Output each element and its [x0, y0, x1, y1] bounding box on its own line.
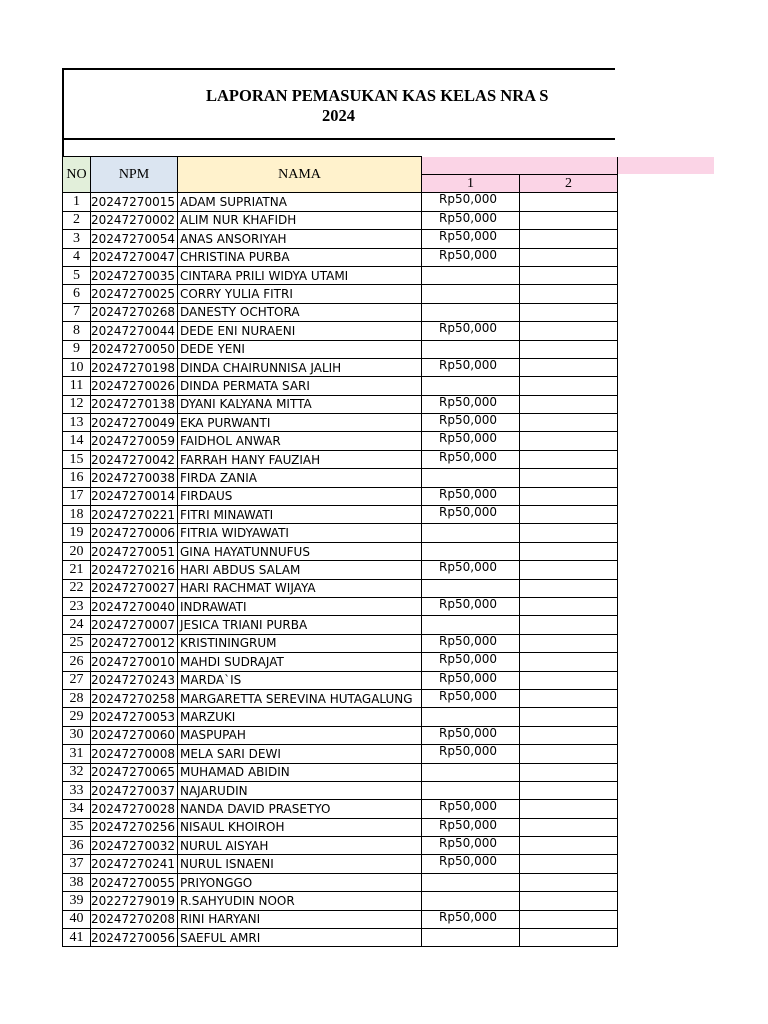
row-number-cell[interactable]: 29	[63, 708, 91, 726]
npm-cell[interactable]: 20247270037	[91, 781, 178, 799]
payment-2-cell[interactable]	[519, 469, 617, 487]
payment-1-cell[interactable]: Rp50,000	[421, 561, 519, 579]
payment-1-cell[interactable]: Rp50,000	[421, 193, 519, 211]
row-number-cell[interactable]: 9	[63, 340, 91, 358]
npm-cell[interactable]: 20247270007	[91, 616, 178, 634]
name-cell[interactable]: MARDA`IS	[177, 671, 421, 689]
name-cell[interactable]: PRIYONGGO	[177, 873, 421, 891]
payment-2-cell[interactable]	[519, 910, 617, 928]
npm-cell[interactable]: 20247270035	[91, 266, 178, 284]
npm-cell[interactable]: 20247270055	[91, 873, 178, 891]
payment-1-cell[interactable]: Rp50,000	[421, 506, 519, 524]
name-cell[interactable]: CINTARA PRILI WIDYA UTAMI	[177, 266, 421, 284]
row-number-cell[interactable]: 18	[63, 506, 91, 524]
name-cell[interactable]: FITRIA WIDYAWATI	[177, 524, 421, 542]
payment-2-cell[interactable]	[519, 395, 617, 413]
name-cell[interactable]: DINDA PERMATA SARI	[177, 377, 421, 395]
row-number-cell[interactable]: 30	[63, 726, 91, 744]
payment-2-cell[interactable]	[519, 708, 617, 726]
payment-1-cell[interactable]	[421, 929, 519, 947]
npm-cell[interactable]: 20247270012	[91, 634, 178, 652]
payment-2-cell[interactable]	[519, 193, 617, 211]
npm-cell[interactable]: 20247270241	[91, 855, 178, 873]
payment-2-cell[interactable]	[519, 377, 617, 395]
name-cell[interactable]: NISAUL KHOIROH	[177, 818, 421, 836]
table-row	[63, 414, 618, 432]
table-row	[63, 837, 618, 855]
payment-2-cell[interactable]	[519, 432, 617, 450]
table-row	[63, 634, 618, 652]
header-npm[interactable]: NPM	[91, 157, 178, 193]
table-row	[63, 653, 618, 671]
npm-cell[interactable]: 20247270038	[91, 469, 178, 487]
table-row	[63, 929, 618, 947]
sheet-top-border	[62, 68, 615, 70]
payment-2-cell[interactable]	[519, 726, 617, 744]
row-number-cell[interactable]: 28	[63, 689, 91, 707]
table-row	[63, 303, 618, 321]
payment-1-cell[interactable]: Rp50,000	[421, 432, 519, 450]
payment-1-cell[interactable]: Rp50,000	[421, 910, 519, 928]
table-row	[63, 285, 618, 303]
table-row	[63, 671, 618, 689]
header-payment-1[interactable]: 1	[421, 175, 519, 193]
payment-2-cell[interactable]	[519, 616, 617, 634]
payment-2-cell[interactable]	[519, 285, 617, 303]
payment-1-cell[interactable]: Rp50,000	[421, 211, 519, 229]
npm-cell[interactable]: 20247270060	[91, 726, 178, 744]
header-no[interactable]: NO	[63, 157, 91, 193]
payment-1-cell[interactable]: Rp50,000	[421, 634, 519, 652]
name-cell[interactable]: MELA SARI DEWI	[177, 745, 421, 763]
npm-cell[interactable]: 20247270138	[91, 395, 178, 413]
table-row	[63, 322, 618, 340]
table-row	[63, 745, 618, 763]
payment-2-cell[interactable]	[519, 266, 617, 284]
payment-2-cell[interactable]	[519, 818, 617, 836]
table-row	[63, 193, 618, 211]
npm-cell[interactable]: 20247270008	[91, 745, 178, 763]
name-cell[interactable]: KRISTININGRUM	[177, 634, 421, 652]
row-number-cell[interactable]: 4	[63, 248, 91, 266]
npm-cell[interactable]: 20247270042	[91, 450, 178, 468]
payment-1-cell[interactable]: Rp50,000	[421, 248, 519, 266]
npm-cell[interactable]: 20247270056	[91, 929, 178, 947]
payment-1-cell[interactable]	[421, 266, 519, 284]
payment-2-cell[interactable]	[519, 873, 617, 891]
row-number-cell[interactable]: 10	[63, 358, 91, 376]
table-row	[63, 524, 618, 542]
npm-cell[interactable]: 20247270051	[91, 542, 178, 560]
table-row	[63, 892, 618, 910]
npm-cell[interactable]: 20247270221	[91, 506, 178, 524]
row-number-cell[interactable]: 13	[63, 414, 91, 432]
npm-cell[interactable]: 20247270049	[91, 414, 178, 432]
table-row	[63, 579, 618, 597]
payment-1-cell[interactable]: Rp50,000	[421, 818, 519, 836]
table-row	[63, 561, 618, 579]
row-number-cell[interactable]: 23	[63, 597, 91, 615]
name-cell[interactable]: MUHAMAD ABIDIN	[177, 763, 421, 781]
npm-cell[interactable]: 20247270044	[91, 322, 178, 340]
name-cell[interactable]: HARI RACHMAT WIJAYA	[177, 579, 421, 597]
row-number-cell[interactable]: 19	[63, 524, 91, 542]
payment-1-cell[interactable]: Rp50,000	[421, 358, 519, 376]
table-row	[63, 432, 618, 450]
table-row	[63, 800, 618, 818]
payment-1-cell[interactable]: Rp50,000	[421, 395, 519, 413]
payment-1-cell[interactable]: Rp50,000	[421, 726, 519, 744]
payment-1-cell[interactable]	[421, 303, 519, 321]
payment-2-cell[interactable]	[519, 929, 617, 947]
npm-cell[interactable]: 20247270014	[91, 487, 178, 505]
table-row	[63, 230, 618, 248]
table-row	[63, 873, 618, 891]
payment-1-cell[interactable]	[421, 524, 519, 542]
table-row	[63, 211, 618, 229]
npm-cell[interactable]: 20247270198	[91, 358, 178, 376]
name-cell[interactable]: MAHDI SUDRAJAT	[177, 653, 421, 671]
payment-2-cell[interactable]	[519, 358, 617, 376]
payment-1-cell[interactable]: Rp50,000	[421, 653, 519, 671]
name-cell[interactable]: ANAS ANSORIYAH	[177, 230, 421, 248]
name-cell[interactable]: ALIM NUR KHAFIDH	[177, 211, 421, 229]
name-cell[interactable]: EKA PURWANTI	[177, 414, 421, 432]
payment-2-cell[interactable]	[519, 837, 617, 855]
payment-2-cell[interactable]	[519, 689, 617, 707]
table-row	[63, 616, 618, 634]
npm-cell[interactable]: 20247270053	[91, 708, 178, 726]
payment-2-cell[interactable]	[519, 248, 617, 266]
table-row	[63, 487, 618, 505]
payment-1-cell[interactable]	[421, 377, 519, 395]
row-number-cell[interactable]: 24	[63, 616, 91, 634]
header-nama[interactable]: NAMA	[177, 157, 421, 193]
table-row	[63, 763, 618, 781]
payment-1-cell[interactable]: Rp50,000	[421, 689, 519, 707]
name-cell[interactable]: NAJARUDIN	[177, 781, 421, 799]
payment-1-cell[interactable]: Rp50,000	[421, 450, 519, 468]
npm-cell[interactable]: 20247270216	[91, 561, 178, 579]
payment-2-cell[interactable]	[519, 745, 617, 763]
table-row	[63, 597, 618, 615]
row-number-cell[interactable]: 7	[63, 303, 91, 321]
name-cell[interactable]: NANDA DAVID PRASETYO	[177, 800, 421, 818]
name-cell[interactable]: CHRISTINA PURBA	[177, 248, 421, 266]
npm-cell[interactable]: 20247270208	[91, 910, 178, 928]
table-row	[63, 708, 618, 726]
row-number-cell[interactable]: 17	[63, 487, 91, 505]
npm-cell[interactable]: 20247270268	[91, 303, 178, 321]
payment-2-cell[interactable]	[519, 506, 617, 524]
row-number-cell[interactable]: 21	[63, 561, 91, 579]
npm-cell[interactable]: 20247270054	[91, 230, 178, 248]
payment-1-cell[interactable]	[421, 781, 519, 799]
payment-1-cell[interactable]: Rp50,000	[421, 487, 519, 505]
name-cell[interactable]: DEDE ENI NURAENI	[177, 322, 421, 340]
table-row	[63, 726, 618, 744]
payment-1-cell[interactable]: Rp50,000	[421, 414, 519, 432]
row-number-cell[interactable]: 39	[63, 892, 91, 910]
payment-1-cell[interactable]: Rp50,000	[421, 671, 519, 689]
payment-1-cell[interactable]: Rp50,000	[421, 855, 519, 873]
payment-2-cell[interactable]	[519, 800, 617, 818]
row-number-cell[interactable]: 11	[63, 377, 91, 395]
payment-2-cell[interactable]	[519, 230, 617, 248]
table-row	[63, 818, 618, 836]
name-cell[interactable]: FARRAH HANY FAUZIAH	[177, 450, 421, 468]
name-cell[interactable]: FITRI MINAWATI	[177, 506, 421, 524]
row-number-cell[interactable]: 26	[63, 653, 91, 671]
name-cell[interactable]: R.SAHYUDIN NOOR	[177, 892, 421, 910]
table-row	[63, 855, 618, 873]
payment-1-cell[interactable]	[421, 340, 519, 358]
npm-cell[interactable]: 20247270025	[91, 285, 178, 303]
payment-2-cell[interactable]	[519, 542, 617, 560]
name-cell[interactable]: JESICA TRIANI PURBA	[177, 616, 421, 634]
payment-1-cell[interactable]	[421, 763, 519, 781]
npm-cell[interactable]: 20247270032	[91, 837, 178, 855]
row-number-cell[interactable]: 5	[63, 266, 91, 284]
payment-2-cell[interactable]	[519, 322, 617, 340]
npm-cell[interactable]: 20227279019	[91, 892, 178, 910]
row-number-cell[interactable]: 40	[63, 910, 91, 928]
name-cell[interactable]: NURUL ISNAENI	[177, 855, 421, 873]
name-cell[interactable]: RINI HARYANI	[177, 910, 421, 928]
npm-cell[interactable]: 20247270047	[91, 248, 178, 266]
payment-1-cell[interactable]: Rp50,000	[421, 837, 519, 855]
name-cell[interactable]: SAEFUL AMRI	[177, 929, 421, 947]
npm-cell[interactable]: 20247270028	[91, 800, 178, 818]
npm-cell[interactable]: 20247270065	[91, 763, 178, 781]
npm-cell[interactable]: 20247270258	[91, 689, 178, 707]
payment-2-cell[interactable]	[519, 414, 617, 432]
payment-1-cell[interactable]: Rp50,000	[421, 800, 519, 818]
table-row	[63, 469, 618, 487]
name-cell[interactable]: FIRDA ZANIA	[177, 469, 421, 487]
table-row	[63, 358, 618, 376]
payment-2-cell[interactable]	[519, 653, 617, 671]
name-cell[interactable]: CORRY YULIA FITRI	[177, 285, 421, 303]
payment-1-cell[interactable]	[421, 892, 519, 910]
npm-cell[interactable]: 20247270026	[91, 377, 178, 395]
row-number-cell[interactable]: 38	[63, 873, 91, 891]
payment-2-cell[interactable]	[519, 450, 617, 468]
payment-2-cell[interactable]	[519, 781, 617, 799]
table-body	[63, 193, 618, 947]
row-number-cell[interactable]: 35	[63, 818, 91, 836]
payment-2-cell[interactable]	[519, 340, 617, 358]
row-number-cell[interactable]: 6	[63, 285, 91, 303]
row-number-cell[interactable]: 2	[63, 211, 91, 229]
payment-1-cell[interactable]	[421, 542, 519, 560]
report-title: LAPORAN PEMASUKAN KAS KELAS NRA S	[206, 86, 549, 105]
table-row	[63, 266, 618, 284]
row-number-cell[interactable]: 12	[63, 395, 91, 413]
npm-cell[interactable]: 20247270010	[91, 653, 178, 671]
name-cell[interactable]: DEDE YENI	[177, 340, 421, 358]
row-number-cell[interactable]: 33	[63, 781, 91, 799]
name-cell[interactable]: HARI ABDUS SALAM	[177, 561, 421, 579]
name-cell[interactable]: DANESTY OCHTORA	[177, 303, 421, 321]
table-row	[63, 506, 618, 524]
payment-2-cell[interactable]	[519, 487, 617, 505]
row-number-cell[interactable]: 16	[63, 469, 91, 487]
table-row	[63, 542, 618, 560]
name-cell[interactable]: DINDA CHAIRUNNISA JALIH	[177, 358, 421, 376]
table-row	[63, 910, 618, 928]
row-number-cell[interactable]: 1	[63, 193, 91, 211]
payment-2-cell[interactable]	[519, 634, 617, 652]
payment-2-cell[interactable]	[519, 671, 617, 689]
name-cell[interactable]: ADAM SUPRIATNA	[177, 193, 421, 211]
name-cell[interactable]: MARGARETTA SEREVINA HUTAGALUNG	[177, 689, 421, 707]
npm-cell[interactable]: 20247270027	[91, 579, 178, 597]
payment-1-cell[interactable]: Rp50,000	[421, 322, 519, 340]
payment-2-cell[interactable]	[519, 211, 617, 229]
npm-cell[interactable]: 20247270002	[91, 211, 178, 229]
name-cell[interactable]: MARZUKI	[177, 708, 421, 726]
row-number-cell[interactable]: 32	[63, 763, 91, 781]
table-row	[63, 340, 618, 358]
payment-1-cell[interactable]	[421, 469, 519, 487]
payment-1-cell[interactable]	[421, 708, 519, 726]
payment-2-cell[interactable]	[519, 763, 617, 781]
name-cell[interactable]: GINA HAYATUNNUFUS	[177, 542, 421, 560]
payment-1-cell[interactable]	[421, 616, 519, 634]
table-row	[63, 248, 618, 266]
payment-2-cell[interactable]	[519, 524, 617, 542]
payment-2-cell[interactable]	[519, 303, 617, 321]
payment-1-cell[interactable]	[421, 579, 519, 597]
npm-cell[interactable]: 20247270059	[91, 432, 178, 450]
row-number-cell[interactable]: 22	[63, 579, 91, 597]
row-number-cell[interactable]: 36	[63, 837, 91, 855]
row-number-cell[interactable]: 14	[63, 432, 91, 450]
row-number-cell[interactable]: 34	[63, 800, 91, 818]
name-cell[interactable]: INDRAWATI	[177, 597, 421, 615]
payment-1-cell[interactable]	[421, 285, 519, 303]
row-number-cell[interactable]: 20	[63, 542, 91, 560]
name-cell[interactable]: NURUL AISYAH	[177, 837, 421, 855]
payment-1-cell[interactable]: Rp50,000	[421, 745, 519, 763]
table-row	[63, 395, 618, 413]
title-divider	[62, 138, 615, 140]
row-number-cell[interactable]: 15	[63, 450, 91, 468]
payment-2-cell[interactable]	[519, 561, 617, 579]
name-cell[interactable]: FIRDAUS	[177, 487, 421, 505]
payment-2-cell[interactable]	[519, 855, 617, 873]
name-cell[interactable]: MASPUPAH	[177, 726, 421, 744]
npm-cell[interactable]: 20247270006	[91, 524, 178, 542]
report-year: 2024	[322, 106, 355, 125]
row-number-cell[interactable]: 31	[63, 745, 91, 763]
payment-2-cell[interactable]	[519, 597, 617, 615]
payment-2-cell[interactable]	[519, 579, 617, 597]
payment-2-cell[interactable]	[519, 892, 617, 910]
row-number-cell[interactable]: 41	[63, 929, 91, 947]
payment-1-cell[interactable]: Rp50,000	[421, 230, 519, 248]
payment-1-cell[interactable]: Rp50,000	[421, 597, 519, 615]
table-row	[63, 450, 618, 468]
npm-cell[interactable]: 20247270050	[91, 340, 178, 358]
npm-cell[interactable]: 20247270256	[91, 818, 178, 836]
header-payment-2[interactable]: 2	[519, 175, 617, 193]
row-number-cell[interactable]: 37	[63, 855, 91, 873]
header-semester-cell[interactable]	[421, 157, 617, 175]
table-row	[63, 781, 618, 799]
table-row	[63, 689, 618, 707]
npm-cell[interactable]: 20247270243	[91, 671, 178, 689]
cash-income-table	[62, 156, 618, 947]
row-number-cell[interactable]: 3	[63, 230, 91, 248]
name-cell[interactable]: DYANI KALYANA MITTA	[177, 395, 421, 413]
name-cell[interactable]: FAIDHOL ANWAR	[177, 432, 421, 450]
npm-cell[interactable]: 20247270015	[91, 193, 178, 211]
row-number-cell[interactable]: 27	[63, 671, 91, 689]
payment-1-cell[interactable]	[421, 873, 519, 891]
table-row	[63, 377, 618, 395]
npm-cell[interactable]: 20247270040	[91, 597, 178, 615]
row-number-cell[interactable]: 25	[63, 634, 91, 652]
row-number-cell[interactable]: 8	[63, 322, 91, 340]
